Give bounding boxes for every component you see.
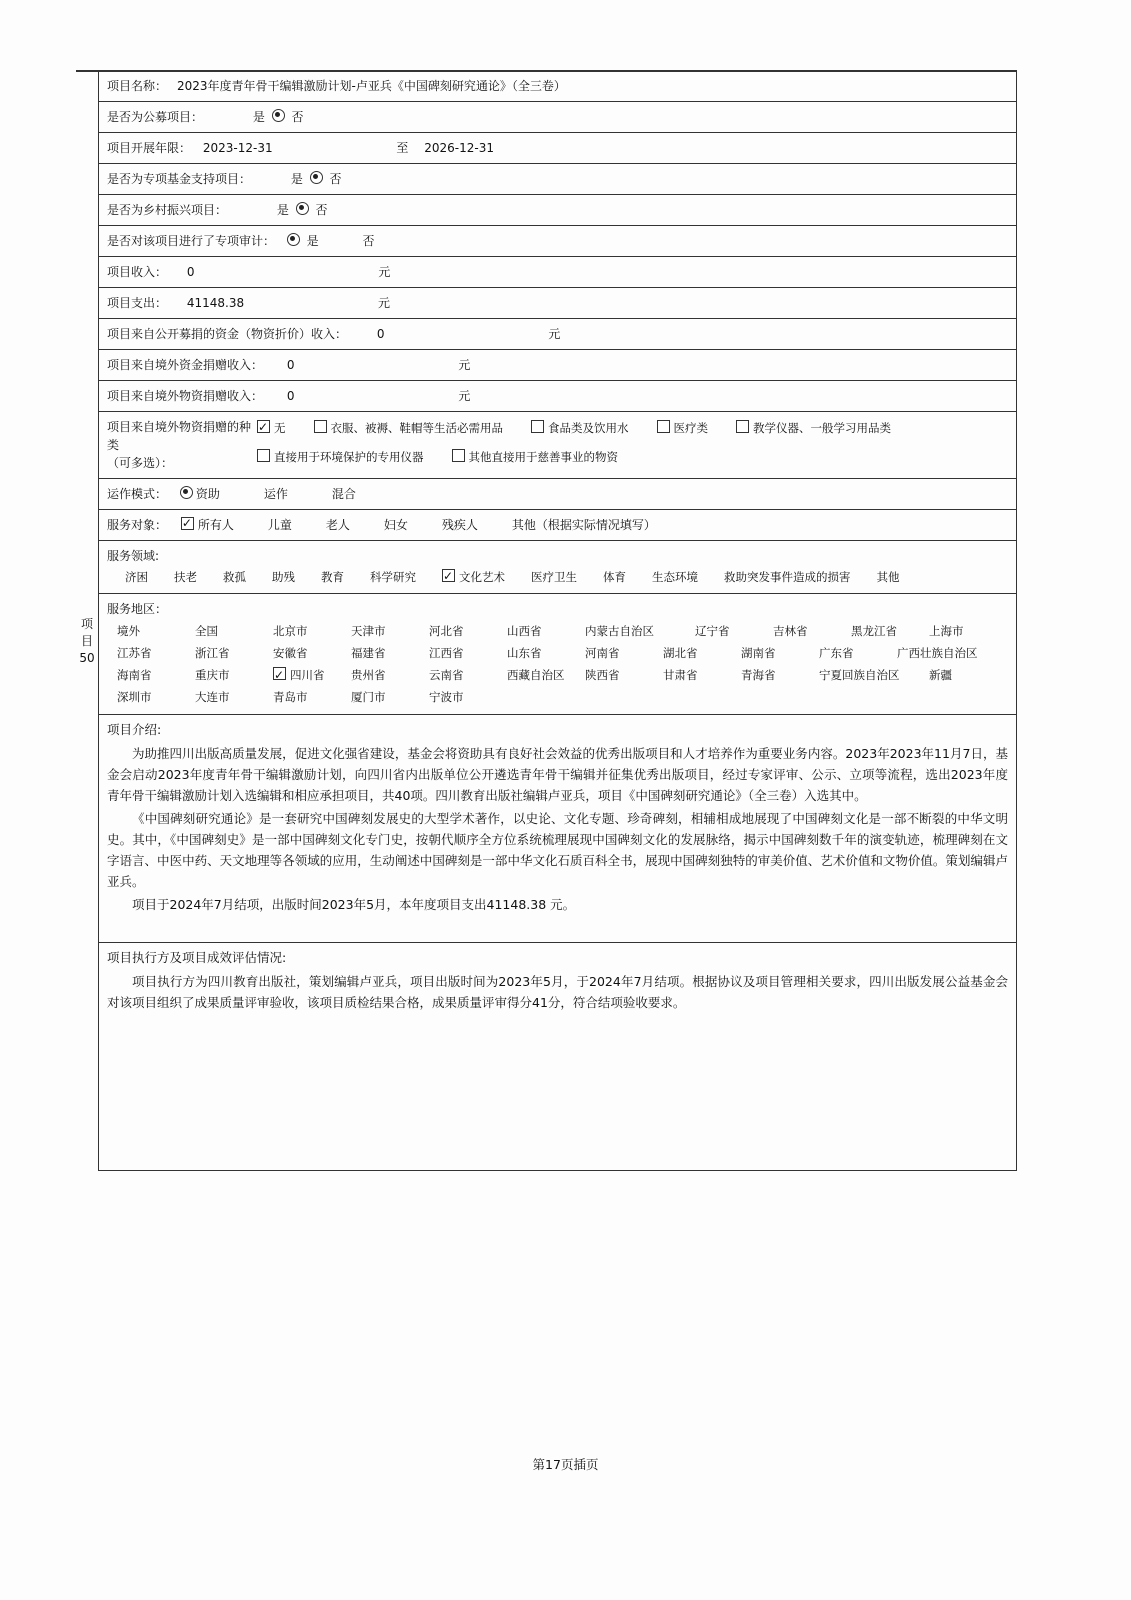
goods-type-sub-label: （可多选）： (107, 456, 174, 470)
service-field-11[interactable] (724, 567, 851, 587)
service-area-10[interactable] (851, 620, 929, 642)
service-field-6[interactable] (370, 567, 416, 587)
goods-option-6-label: 直接用于环境保护的专用仪器 (274, 450, 424, 465)
service-target-3-label: 老人 (325, 518, 350, 532)
service-area-37-label: 厦门市 (351, 690, 386, 704)
special-fund-no[interactable] (330, 170, 342, 188)
service-area-34[interactable] (117, 686, 195, 708)
overseas-goods-unit: 元 (458, 389, 471, 403)
service-area-10-label: 黑龙江省 (851, 624, 897, 638)
goods-option-5-checkbox[interactable] (736, 420, 749, 433)
service-target-1[interactable] (181, 516, 234, 534)
service-area-19[interactable] (663, 642, 741, 664)
cell-overseas-fund (99, 350, 1017, 381)
cell-overseas-goods (99, 381, 1017, 412)
service-area-36-label: 青岛市 (273, 690, 308, 704)
mode-options-group (171, 487, 356, 501)
service-target-4[interactable] (384, 516, 408, 534)
service-area-32-label: 宁夏回族自治区 (819, 668, 900, 682)
eval-label: 项目执行方及项目成效评估情况: (107, 950, 287, 965)
service-area-2-label: 全国 (195, 624, 218, 638)
mode-option-2[interactable] (264, 485, 288, 503)
service-target-4-label: 妇女 (383, 518, 408, 532)
cell-public-donate (99, 319, 1017, 350)
service-target-label: 服务对象： (107, 518, 168, 532)
service-target-5[interactable] (442, 516, 478, 534)
service-area-8[interactable] (695, 620, 773, 642)
service-field-7-checkbox[interactable] (442, 569, 455, 582)
service-field-label: 服务领域: (107, 549, 160, 563)
overseas-fund-unit: 元 (458, 358, 471, 372)
mode-option-1-label: 资助 (195, 487, 220, 501)
service-area-26[interactable] (351, 664, 429, 686)
period-to-label: 至 (396, 141, 409, 155)
service-field-10-label: 生态环境 (652, 570, 698, 584)
service-area-26-label: 贵州省 (351, 668, 386, 682)
service-field-11-label: 救助突发事件造成的损害 (724, 570, 851, 584)
service-field-5-label: 教育 (321, 570, 344, 584)
table-row-service-area (99, 594, 1017, 715)
is-public-yes[interactable] (253, 108, 265, 126)
goods-option-5[interactable] (736, 418, 891, 438)
service-area-18[interactable] (585, 642, 663, 664)
mode-option-3-label: 混合 (331, 487, 356, 501)
service-area-21[interactable] (819, 642, 897, 664)
service-area-22-label: 广西壮族自治区 (897, 646, 978, 660)
service-area-25[interactable] (273, 664, 351, 686)
expense-unit: 元 (377, 296, 390, 310)
overseas-goods-label: 项目来自境外物资捐赠收入： (107, 389, 264, 403)
table-row-expense (99, 288, 1017, 319)
table-row-eval (99, 943, 1017, 1171)
service-area-14[interactable] (273, 642, 351, 664)
service-area-19-label: 湖北省 (663, 646, 698, 660)
overseas-fund-label: 项目来自境外资金捐赠收入： (107, 358, 264, 372)
service-field-1-label: 济困 (125, 570, 148, 584)
period-end-value: 2026-12-31 (424, 141, 495, 155)
service-field-7-label: 文化艺术 (459, 570, 505, 584)
goods-option-3-label: 食品类及饮用水 (548, 421, 629, 435)
income-unit: 元 (378, 265, 391, 279)
table-row-mode (99, 479, 1017, 510)
service-field-10[interactable] (652, 567, 698, 587)
table-row-service-field (99, 541, 1017, 594)
service-field-4[interactable] (272, 567, 295, 587)
service-area-30[interactable] (663, 664, 741, 686)
service-field-8[interactable] (531, 567, 577, 587)
service-area-35-label: 大连市 (195, 690, 230, 704)
service-area-7-label: 内蒙古自治区 (585, 624, 654, 638)
intro-paragraph-3: 项目于2024年7月结项，出版时间2023年5月，本年度项目支出41148.38 元。 (132, 897, 576, 912)
service-area-35[interactable] (195, 686, 273, 708)
service-area-25-label: 四川省 (290, 668, 325, 682)
cell-expense (99, 288, 1017, 319)
side-label-text: 项 目 50 (79, 617, 95, 665)
service-area-12[interactable] (117, 642, 195, 664)
service-area-38[interactable] (429, 686, 507, 708)
service-field-5[interactable] (321, 567, 344, 587)
service-field-4-label: 助残 (272, 570, 295, 584)
mode-label: 运作模式： (107, 487, 168, 501)
service-field-2[interactable] (174, 567, 197, 587)
service-area-23-label: 海南省 (117, 668, 152, 682)
special-fund-yes-label: 是 (290, 172, 303, 186)
cell-intro (99, 715, 1017, 943)
audit-no[interactable] (363, 232, 375, 250)
table-row-project-name (99, 71, 1017, 102)
service-area-29-label: 陕西省 (585, 668, 620, 682)
mode-option-2-label: 运作 (263, 487, 288, 501)
eval-body (107, 971, 1008, 1013)
service-field-9[interactable] (603, 567, 626, 587)
table-row-period (99, 133, 1017, 164)
cell-eval (99, 943, 1017, 1171)
service-area-27[interactable] (429, 664, 507, 686)
goods-option-7[interactable] (452, 447, 619, 467)
page-footer: 第17页插页 (532, 1457, 599, 1472)
service-area-8-label: 辽宁省 (695, 624, 730, 638)
audit-label: 是否对该项目进行了专项审计： (107, 234, 276, 248)
table-row-goods-type (99, 412, 1017, 479)
rural-yes[interactable] (277, 201, 289, 219)
service-field-3-label: 救孤 (223, 570, 246, 584)
service-area-5-label: 河北省 (429, 624, 464, 638)
service-area-16-label: 江西省 (429, 646, 464, 660)
service-area-17[interactable] (507, 642, 585, 664)
service-target-2[interactable] (268, 516, 292, 534)
service-area-9-label: 吉林省 (773, 624, 808, 638)
service-area-20[interactable] (741, 642, 819, 664)
audit-yes-label: 是 (306, 234, 319, 248)
goods-option-1-checkbox[interactable] (257, 420, 270, 433)
rural-label: 是否为乡村振兴项目： (107, 203, 228, 217)
service-field-2-label: 扶老 (174, 570, 197, 584)
service-area-30-label: 甘肃省 (663, 668, 698, 682)
service-area-5[interactable] (429, 620, 507, 642)
cell-special-fund (99, 164, 1017, 195)
intro-label: 项目介绍: (107, 722, 162, 737)
service-area-9[interactable] (773, 620, 851, 642)
service-area-24[interactable] (195, 664, 273, 686)
goods-option-3-checkbox[interactable] (531, 420, 544, 433)
is-public-no[interactable] (292, 108, 304, 126)
audit-yes-radio[interactable] (287, 233, 300, 246)
is-public-no-label: 否 (291, 110, 304, 124)
service-area-25-checkbox[interactable] (273, 667, 286, 680)
public-donate-unit: 元 (548, 327, 561, 341)
is-public-selected-radio[interactable] (272, 109, 285, 122)
table-row-service-target (99, 510, 1017, 541)
service-area-24-label: 重庆市 (195, 668, 230, 682)
cell-rural (99, 195, 1017, 226)
goods-type-label: 项目来自境外物资捐赠的种类 (107, 420, 252, 452)
mode-option-3[interactable] (332, 485, 356, 503)
goods-option-1[interactable] (257, 418, 286, 438)
audit-yes[interactable] (307, 232, 319, 250)
service-area-6-label: 山西省 (507, 624, 542, 638)
goods-option-1-label: 无 (274, 421, 286, 435)
table-row-overseas-goods (99, 381, 1017, 412)
goods-option-7-label: 其他直接用于慈善事业的物资 (468, 450, 618, 465)
service-area-28-label: 西藏自治区 (507, 668, 565, 682)
cell-service-area (99, 594, 1017, 715)
mode-option-1-radio[interactable] (180, 486, 193, 499)
table-row-public-donate (99, 319, 1017, 350)
cell-period (99, 133, 1017, 164)
service-target-group (171, 518, 656, 532)
table-row-rural (99, 195, 1017, 226)
service-field-6-label: 科学研究 (370, 570, 416, 584)
service-area-11-label: 上海市 (929, 624, 964, 638)
service-area-33[interactable] (929, 664, 1007, 686)
cell-income (99, 257, 1017, 288)
service-area-2[interactable] (195, 620, 273, 642)
service-area-label: 服务地区： (107, 602, 168, 616)
service-area-36[interactable] (273, 686, 351, 708)
goods-option-2[interactable] (314, 418, 504, 438)
period-start-value: 2023-12-31 (202, 141, 273, 155)
is-public-yes-label: 是 (252, 110, 265, 124)
service-area-4-label: 天津市 (351, 624, 386, 638)
cell-mode (99, 479, 1017, 510)
cell-is-public (99, 102, 1017, 133)
special-fund-no-label: 否 (329, 172, 342, 186)
service-area-11[interactable] (929, 620, 1007, 642)
goods-option-7-checkbox[interactable] (452, 449, 465, 462)
service-area-13-label: 浙江省 (195, 646, 230, 660)
service-area-37[interactable] (351, 686, 429, 708)
service-area-22[interactable] (897, 642, 1007, 664)
service-area-28[interactable] (507, 664, 585, 686)
cell-service-field (99, 541, 1017, 594)
cell-goods-type (99, 412, 1017, 479)
service-area-13[interactable] (195, 642, 273, 664)
eval-paragraph-1: 项目执行方为四川教育出版社，策划编辑卢亚兵，项目出版时间为2023年5月，于2024年7月结项。根据协议及项目管理相关要求，四川出版发展公益基金会对该项目组织了成果质量评审验收，该项目质检结果合格，成果质量评审得分41分，符合结项验收要求。 (107, 974, 1008, 1010)
service-field-1[interactable] (125, 567, 148, 587)
service-area-3[interactable] (273, 620, 351, 642)
service-field-7[interactable] (442, 567, 505, 587)
service-target-5-label: 残疾人 (441, 518, 478, 532)
is-public-label: 是否为公募项目： (107, 110, 204, 124)
period-label: 项目开展年限： (107, 141, 192, 155)
rural-no[interactable] (316, 201, 328, 219)
service-area-34-label: 深圳市 (117, 690, 152, 704)
table-row-intro (99, 715, 1017, 943)
service-target-1-checkbox[interactable] (181, 517, 194, 530)
service-area-38-label: 宁波市 (429, 690, 464, 704)
table-row-special-fund (99, 164, 1017, 195)
side-label (76, 616, 98, 667)
mode-option-1[interactable] (177, 485, 220, 503)
service-area-15-label: 福建省 (351, 646, 386, 660)
service-area-15[interactable] (351, 642, 429, 664)
table-row-is-public (99, 102, 1017, 133)
service-target-6-label: 其他（根据实际情况填写） (511, 518, 656, 532)
public-donate-value: 0 (376, 327, 385, 341)
service-area-33-label: 新疆 (929, 668, 952, 682)
expense-label: 项目支出： (107, 296, 168, 310)
service-target-6[interactable] (512, 516, 656, 534)
service-area-31[interactable] (741, 664, 819, 686)
service-field-9-label: 体育 (603, 570, 626, 584)
audit-no-label: 否 (362, 234, 375, 248)
overseas-goods-value: 0 (286, 389, 295, 403)
intro-paragraph-1: 为助推四川出版高质量发展，促进文化强省建设，基金会将资助具有良好社会效益的优秀出版项目和人才培养作为重要业务内容。2023年2023年11月7日，基金会启动2023年度青年骨干编辑激励计划，向四川省内出版单位公开遴选青年骨干编辑并征集优秀出版项目，经过专家评审、公示、立项等流程，选出2023年度青年骨干编辑激励计划入选编辑和相应承担项目，共40项。四川教育出版社编辑卢亚兵，项目《中国碑刻研究通论》（全三卷）入选其中。 (107, 746, 1008, 803)
rural-yes-label: 是 (276, 203, 289, 217)
service-field-12[interactable] (877, 567, 900, 587)
service-area-18-label: 河南省 (585, 646, 620, 660)
table-row-audit (99, 226, 1017, 257)
goods-option-6[interactable] (257, 447, 424, 467)
goods-options-group (257, 418, 1008, 472)
special-fund-yes[interactable] (291, 170, 303, 188)
service-area-16[interactable] (429, 642, 507, 664)
service-area-1-label: 境外 (117, 624, 140, 638)
project-form-table (98, 70, 1017, 1171)
service-area-29[interactable] (585, 664, 663, 686)
goods-option-6-checkbox[interactable] (257, 449, 270, 462)
service-area-27-label: 云南省 (429, 668, 464, 682)
goods-option-2-label: 衣服、被褥、鞋帽等生活必需用品 (330, 421, 503, 435)
table-row-income (99, 257, 1017, 288)
service-area-7[interactable] (585, 620, 695, 642)
service-target-1-label: 所有人 (197, 518, 234, 532)
special-fund-selected-radio[interactable] (310, 171, 323, 184)
rural-no-label: 否 (315, 203, 328, 217)
service-area-1[interactable] (117, 620, 195, 642)
service-area-4[interactable] (351, 620, 429, 642)
overseas-fund-value: 0 (286, 358, 295, 372)
goods-option-2-checkbox[interactable] (314, 420, 327, 433)
service-area-group (107, 620, 1008, 708)
service-target-3[interactable] (326, 516, 350, 534)
service-field-8-label: 医疗卫生 (531, 570, 577, 584)
service-area-20-label: 湖南省 (741, 646, 776, 660)
service-area-17-label: 山东省 (507, 646, 542, 660)
rural-selected-radio[interactable] (296, 202, 309, 215)
intro-paragraph-2: 《中国碑刻研究通论》是一套研究中国碑刻发展史的大型学术著作，以史论、文化专题、珍奇碑刻，相辅相成地展现了中国碑刻文化是一部不断裂的中华文明史。其中，《中国碑刻史》是一部中国碑刻文化专门史，按朝代顺序全方位系统梳理展现中国碑刻文化的发展脉络，揭示中国碑刻数千年的演变轨迹，梳理碑刻在文字语言、中医中药、天文地理等各领域的应用，生动阐述中国碑刻是一部中华文化石质百科全书，展现中国碑刻独特的审美价值、艺术价值和文物价值。策划编辑卢亚兵。 (107, 811, 1008, 889)
income-label: 项目收入： (107, 265, 168, 279)
goods-option-4[interactable] (657, 418, 709, 438)
goods-option-3[interactable] (531, 418, 629, 438)
expense-value: 41148.38 (186, 296, 245, 310)
service-area-12-label: 江苏省 (117, 646, 152, 660)
service-area-14-label: 安徽省 (273, 646, 308, 660)
service-field-3[interactable] (223, 567, 246, 587)
cell-project-name (99, 71, 1017, 102)
income-value: 0 (186, 265, 195, 279)
service-field-12-label: 其他 (876, 570, 900, 584)
goods-option-5-label: 教学仪器、一般学习用品类 (753, 421, 891, 435)
service-target-2-label: 儿童 (267, 518, 292, 532)
cell-audit (99, 226, 1017, 257)
service-area-6[interactable] (507, 620, 585, 642)
project-name-value: 2023年度青年骨干编辑激励计划-卢亚兵《中国碑刻研究通论》（全三卷） (177, 79, 566, 93)
service-area-32[interactable] (819, 664, 929, 686)
public-donate-label: 项目来自公开募捐的资金（物资折价）收入： (107, 327, 348, 341)
special-fund-label: 是否为专项基金支持项目： (107, 172, 252, 186)
service-field-group (107, 567, 1008, 587)
intro-body (107, 743, 1008, 915)
cell-service-target (99, 510, 1017, 541)
service-area-31-label: 青海省 (741, 668, 776, 682)
service-area-21-label: 广东省 (819, 646, 854, 660)
table-row-overseas-fund (99, 350, 1017, 381)
project-name-label: 项目名称： (107, 79, 168, 93)
service-area-3-label: 北京市 (273, 624, 308, 638)
goods-option-4-checkbox[interactable] (657, 420, 670, 433)
service-area-23[interactable] (117, 664, 195, 686)
goods-option-4-label: 医疗类 (673, 421, 708, 435)
